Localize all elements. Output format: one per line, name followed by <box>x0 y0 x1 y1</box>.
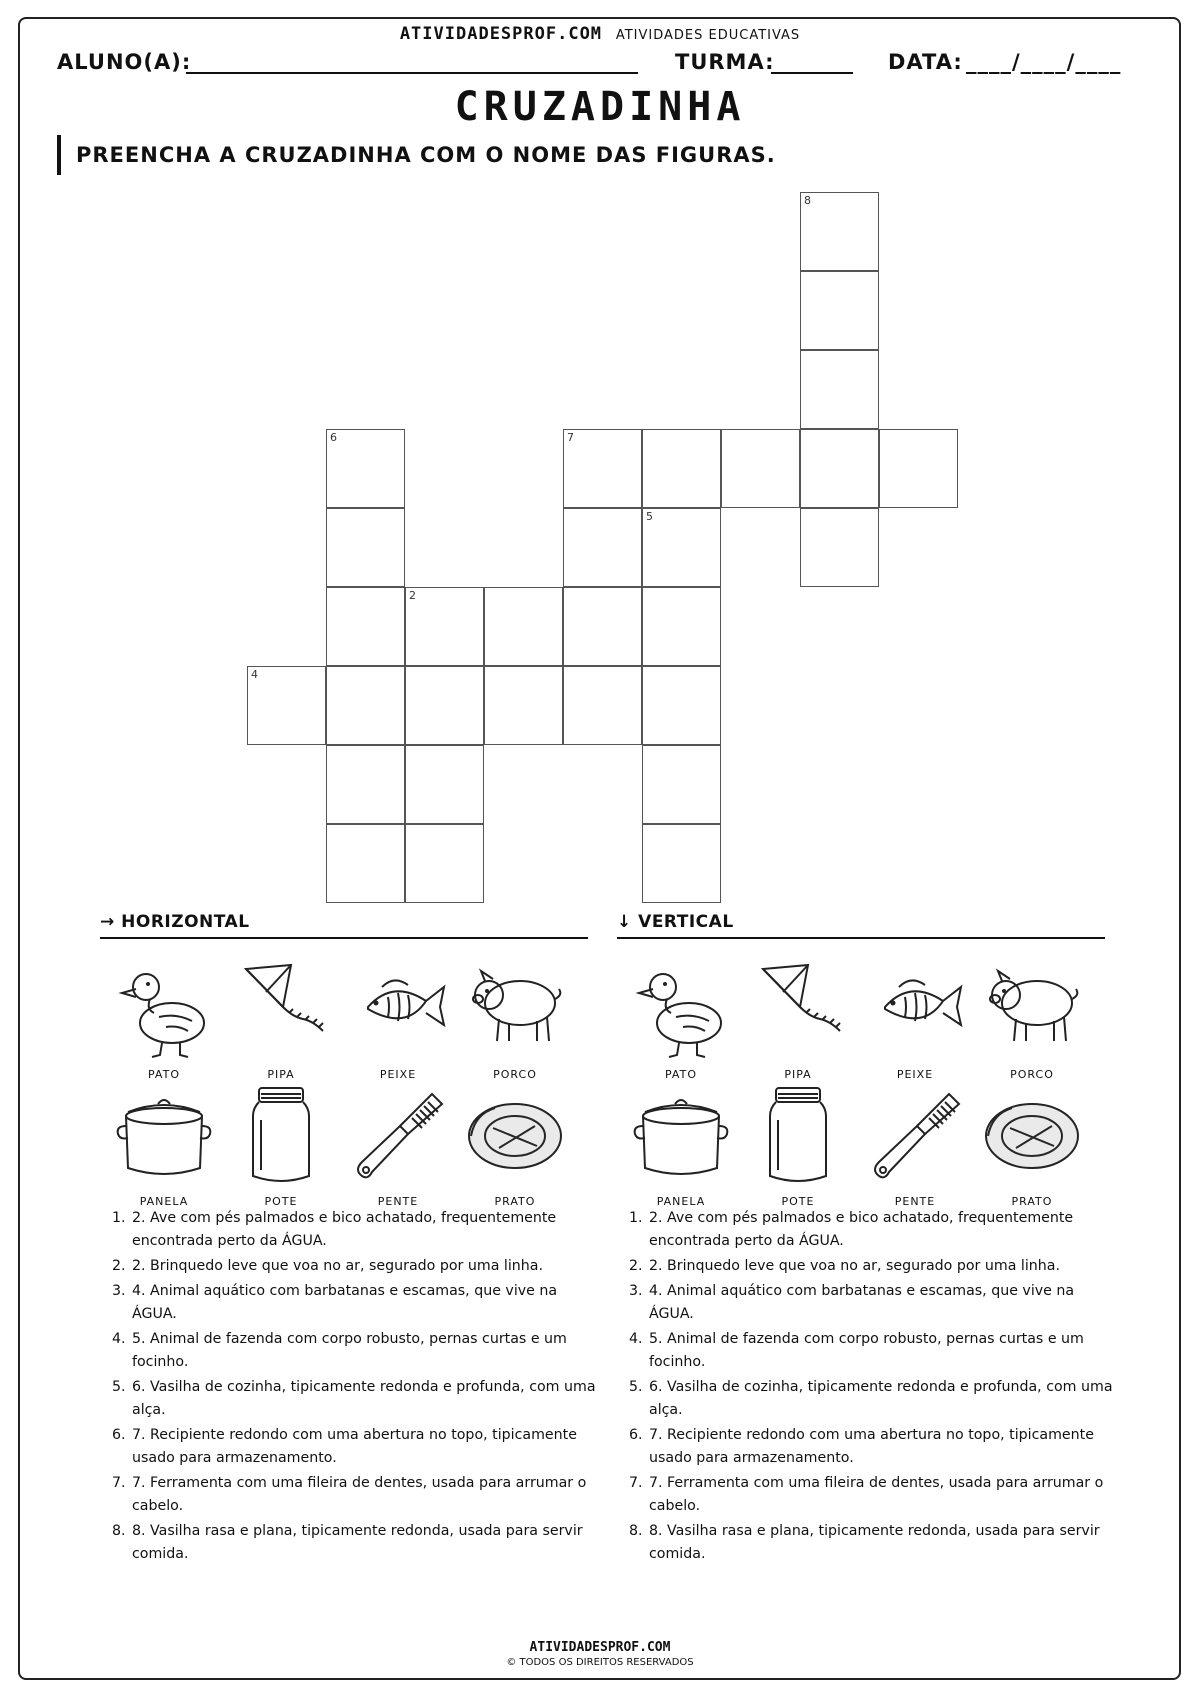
horizontal-clue-list <box>112 1207 602 1568</box>
panela-icon <box>631 1084 731 1189</box>
picture-pente <box>860 1084 970 1216</box>
picture-label: PANELA <box>139 1195 189 1208</box>
clue-text: 4. Animal aquático com barbatanas e escamas, que vive na ÁGUA. <box>649 1283 1075 1322</box>
horizontal-divider <box>100 937 588 939</box>
clue-number: 5 <box>646 510 653 523</box>
picture-label: PRATO <box>1011 1195 1053 1208</box>
pato-icon <box>114 957 214 1062</box>
picture-panela <box>109 1084 219 1216</box>
footer-rights: © TODOS OS DIREITOS RESERVADOS <box>506 1657 694 1668</box>
picture-label: PEIXE <box>896 1068 934 1081</box>
clue-index: 8. <box>629 1523 643 1539</box>
picture-prato <box>460 1084 570 1216</box>
grid-cell[interactable] <box>800 192 879 271</box>
clue-item <box>629 1424 1119 1470</box>
picture-label: PENTE <box>377 1195 419 1208</box>
picture-porco <box>460 957 570 1089</box>
clue-number: 6 <box>330 431 337 444</box>
horizontal-heading: → HORIZONTAL <box>100 912 250 932</box>
vertical-heading: ↓ VERTICAL <box>617 912 734 932</box>
clue-index: 4. <box>629 1331 643 1347</box>
clue-text: 7. Ferramenta com uma fileira de dentes, usada para arrumar o cabelo. <box>132 1475 587 1514</box>
picture-panela <box>626 1084 736 1216</box>
clue-text: 2. Ave com pés palmados e bico achatado, frequentemente encontrada perto da ÁGUA. <box>132 1210 557 1249</box>
picture-label: PIPA <box>267 1068 295 1081</box>
grid-cell[interactable] <box>563 508 642 587</box>
grid-cell[interactable] <box>326 666 405 745</box>
clue-index: 6. <box>112 1427 126 1443</box>
clue-index: 8. <box>112 1523 126 1539</box>
clue-text: 2. Brinquedo leve que voa no ar, segurado por uma linha. <box>649 1258 1060 1274</box>
picture-label: PANELA <box>656 1195 706 1208</box>
grid-cell[interactable] <box>879 429 958 508</box>
picture-peixe <box>860 957 970 1089</box>
clue-index: 1. <box>629 1210 643 1226</box>
clue-item <box>112 1328 602 1374</box>
grid-cell[interactable] <box>642 824 721 903</box>
clue-text: 5. Animal de fazenda com corpo robusto, pernas curtas e um focinho. <box>132 1331 567 1370</box>
grid-cell[interactable] <box>326 508 405 587</box>
page-title: CRUZADINHA <box>454 84 746 130</box>
grid-cell[interactable] <box>405 745 484 824</box>
grid-cell[interactable] <box>721 429 800 508</box>
grid-cell[interactable] <box>642 508 721 587</box>
clue-index: 5. <box>112 1379 126 1395</box>
grid-cell[interactable] <box>563 587 642 666</box>
site-tagline: ATIVIDADES EDUCATIVAS <box>615 28 801 43</box>
date-blank[interactable]: ____/____/____ <box>966 50 1122 74</box>
clue-text: 7. Recipiente redondo com uma abertura no topo, tipicamente usado para armazenamento. <box>649 1427 1094 1466</box>
grid-cell[interactable] <box>326 824 405 903</box>
panela-icon <box>114 1084 214 1189</box>
picture-label: POTE <box>264 1195 298 1208</box>
clue-item <box>629 1520 1119 1566</box>
clue-index: 4. <box>112 1331 126 1347</box>
clue-item <box>629 1472 1119 1518</box>
clue-item <box>112 1280 602 1326</box>
grid-cell[interactable] <box>405 666 484 745</box>
clue-index: 7. <box>112 1475 126 1491</box>
clue-index: 3. <box>629 1283 643 1299</box>
class-label: TURMA: <box>675 50 775 74</box>
clue-item <box>629 1328 1119 1374</box>
grid-cell[interactable] <box>484 587 563 666</box>
grid-cell[interactable] <box>642 429 721 508</box>
prato-icon <box>982 1084 1082 1189</box>
picture-label: POTE <box>781 1195 815 1208</box>
grid-cell[interactable] <box>405 824 484 903</box>
clue-item <box>112 1376 602 1422</box>
grid-cell[interactable] <box>800 429 879 508</box>
grid-cell[interactable] <box>326 745 405 824</box>
picture-pote <box>743 1084 853 1216</box>
picture-label: PEIXE <box>379 1068 417 1081</box>
clue-item <box>112 1207 602 1253</box>
footer-site: ATIVIDADESPROF.COM <box>529 1640 671 1655</box>
picture-pote <box>226 1084 336 1216</box>
grid-cell[interactable] <box>642 745 721 824</box>
clue-text: 2. Ave com pés palmados e bico achatado, frequentemente encontrada perto da ÁGUA. <box>649 1210 1074 1249</box>
clue-index: 1. <box>112 1210 126 1226</box>
picture-pipa <box>226 957 336 1089</box>
peixe-icon <box>348 957 448 1062</box>
grid-cell[interactable] <box>563 666 642 745</box>
clue-text: 2. Brinquedo leve que voa no ar, segurado por uma linha. <box>132 1258 543 1274</box>
prato-icon <box>465 1084 565 1189</box>
picture-label: PORCO <box>1010 1068 1054 1081</box>
pato-icon <box>631 957 731 1062</box>
clue-number: 8 <box>804 194 811 207</box>
clue-item <box>112 1255 602 1278</box>
picture-label: PORCO <box>493 1068 537 1081</box>
pente-icon <box>865 1084 965 1189</box>
clue-text: 5. Animal de fazenda com corpo robusto, pernas curtas e um focinho. <box>649 1331 1084 1370</box>
porco-icon <box>982 957 1082 1062</box>
picture-prato <box>977 1084 1087 1216</box>
clue-index: 3. <box>112 1283 126 1299</box>
clue-number: 7 <box>567 431 574 444</box>
clue-text: 6. Vasilha de cozinha, tipicamente redonda e profunda, com uma alça. <box>132 1379 596 1418</box>
picture-pato <box>626 957 736 1089</box>
grid-cell[interactable] <box>563 429 642 508</box>
clue-index: 6. <box>629 1427 643 1443</box>
clue-item <box>629 1255 1119 1278</box>
grid-cell[interactable] <box>326 587 405 666</box>
picture-pipa <box>743 957 853 1089</box>
pipa-icon <box>231 957 331 1062</box>
clue-item <box>629 1280 1119 1326</box>
site-header <box>0 24 1200 44</box>
pipa-icon <box>748 957 848 1062</box>
clue-index: 2. <box>629 1258 643 1274</box>
picture-peixe <box>343 957 453 1089</box>
clue-item <box>629 1207 1119 1253</box>
porco-icon <box>465 957 565 1062</box>
picture-label: PATO <box>665 1068 697 1081</box>
clue-number: 2 <box>409 589 416 602</box>
instruction-bar <box>57 135 61 175</box>
pote-icon <box>231 1084 331 1189</box>
clue-text: 7. Recipiente redondo com uma abertura no topo, tipicamente usado para armazenamento. <box>132 1427 577 1466</box>
picture-pato <box>109 957 219 1089</box>
grid-cell[interactable] <box>642 587 721 666</box>
student-label: ALUNO(A): <box>57 50 192 74</box>
pote-icon <box>748 1084 848 1189</box>
peixe-icon <box>865 957 965 1062</box>
vertical-clue-list <box>629 1207 1119 1568</box>
grid-cell[interactable] <box>247 666 326 745</box>
grid-cell[interactable] <box>405 587 484 666</box>
grid-cell[interactable] <box>800 350 879 429</box>
clue-index: 5. <box>629 1379 643 1395</box>
picture-label: PATO <box>148 1068 180 1081</box>
clue-text: 6. Vasilha de cozinha, tipicamente redonda e profunda, com uma alça. <box>649 1379 1113 1418</box>
clue-item <box>629 1376 1119 1422</box>
class-line[interactable] <box>771 72 853 74</box>
clue-text: 8. Vasilha rasa e plana, tipicamente redonda, usada para servir comida. <box>132 1523 583 1562</box>
grid-cell[interactable] <box>800 271 879 350</box>
clue-text: 8. Vasilha rasa e plana, tipicamente redonda, usada para servir comida. <box>649 1523 1100 1562</box>
picture-label: PRATO <box>494 1195 536 1208</box>
pente-icon <box>348 1084 448 1189</box>
grid-cell[interactable] <box>800 508 879 587</box>
picture-label: PIPA <box>784 1068 812 1081</box>
picture-pente <box>343 1084 453 1216</box>
clue-index: 7. <box>629 1475 643 1491</box>
grid-cell[interactable] <box>642 666 721 745</box>
clue-text: 7. Ferramenta com uma fileira de dentes, usada para arrumar o cabelo. <box>649 1475 1104 1514</box>
clue-item <box>112 1520 602 1566</box>
grid-cell[interactable] <box>326 429 405 508</box>
vertical-divider <box>617 937 1105 939</box>
student-name-line[interactable] <box>186 72 638 74</box>
clue-index: 2. <box>112 1258 126 1274</box>
grid-cell[interactable] <box>484 666 563 745</box>
instruction: PREENCHA A CRUZADINHA COM O NOME DAS FIGURAS. <box>76 143 776 167</box>
site-name: ATIVIDADESPROF.COM <box>399 24 603 44</box>
date-label: DATA: <box>888 50 963 74</box>
clue-item <box>112 1472 602 1518</box>
clue-number: 4 <box>251 668 258 681</box>
picture-porco <box>977 957 1087 1089</box>
clue-item <box>112 1424 602 1470</box>
picture-label: PENTE <box>894 1195 936 1208</box>
clue-text: 4. Animal aquático com barbatanas e escamas, que vive na ÁGUA. <box>132 1283 558 1322</box>
